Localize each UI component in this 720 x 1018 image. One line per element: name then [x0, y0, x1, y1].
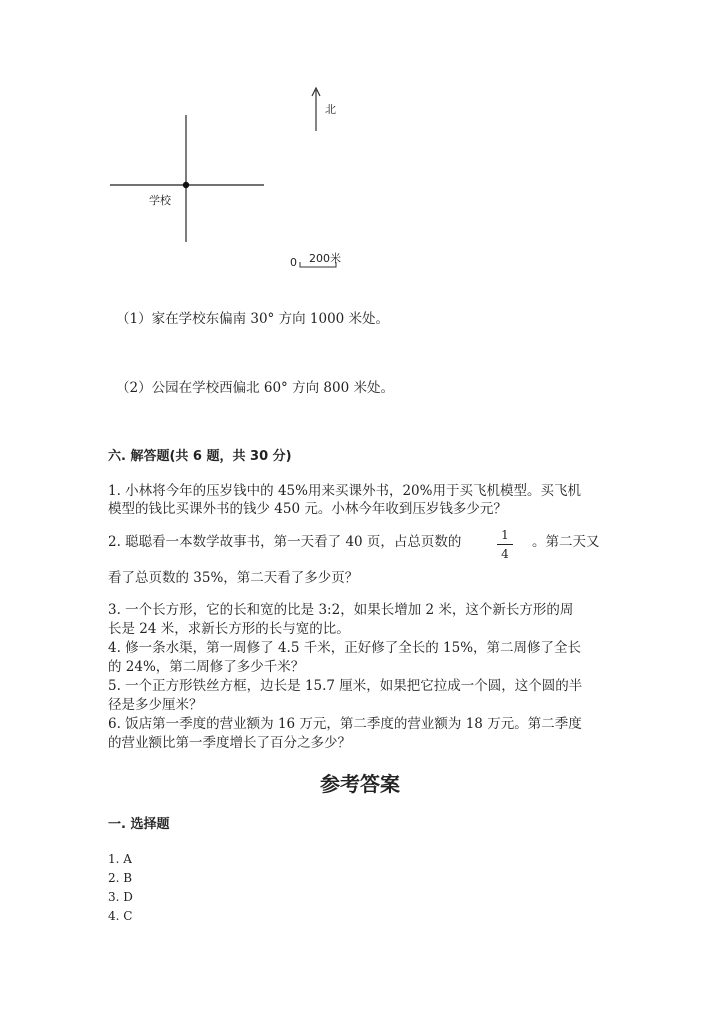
fraction-one-quarter	[497, 528, 513, 561]
question-1-line-2: 模型的钱比买课外书的钱少 450 元。小林今年收到压岁钱多少元？	[108, 501, 507, 517]
map-item-1: （1）家在学校东偏南 30° 方向 1000 米处。	[116, 311, 390, 327]
answer-key-title: 参考答案	[320, 772, 400, 796]
question-6-line-1: 6. 饭店第一季度的营业额为 16 万元，第二季度的营业额为 18 万元。第二季度	[108, 716, 582, 732]
map-item-2: （2）公园在学校西偏北 60° 方向 800 米处。	[116, 380, 394, 396]
answer-item-3: 3. D	[108, 890, 133, 904]
fraction-denominator: 4	[501, 547, 509, 561]
scale-distance-label: 200米	[309, 252, 341, 265]
section-heading-6: 六. 解答题(共 6 题，共 30 分)	[108, 449, 292, 464]
north-label: 北	[325, 103, 336, 116]
question-4-line-1: 4. 修一条水渠，第一周修了 4.5 千米，正好修了全长的 15%，第二周修了全长	[108, 640, 582, 656]
school-point	[183, 182, 189, 188]
question-2-line-1: 2. 聪聪看一本数学故事书，第一天看了 40 页，占总页数的	[108, 534, 462, 550]
answer-item-2: 2. B	[108, 871, 133, 885]
fraction-bar	[497, 544, 513, 545]
question-4-line-2: 的 24%，第二周修了多少千米？	[108, 659, 305, 675]
answer-item-1: 1. A	[108, 852, 132, 866]
question-2-line-1-end: 。第二天又	[532, 534, 600, 550]
question-1-line-1: 1. 小林将今年的压岁钱中的 45%用来买课外书，20%用于买飞机模型。买飞机	[108, 483, 581, 499]
question-5-line-2: 径是多少厘米？	[108, 697, 203, 713]
scale-zero-label: 0	[290, 256, 297, 269]
answer-section-heading: 一. 选择题	[108, 817, 170, 832]
question-6-line-2: 的营业额比第一季度增长了百分之多少？	[108, 735, 351, 751]
question-5-line-1: 5. 一个正方形铁丝方框，边长是 15.7 厘米，如果把它拉成一个圆，这个圆的半	[108, 678, 583, 694]
fraction-numerator: 1	[501, 528, 509, 542]
school-label: 学校	[149, 194, 171, 207]
question-3-line-1: 3. 一个长方形，它的长和宽的比是 3:2，如果长增加 2 米，这个新长方形的周	[108, 602, 574, 618]
direction-map-diagram	[0, 0, 720, 300]
question-3-line-2: 长是 24 米，求新长方形的长与宽的比。	[108, 621, 350, 637]
question-2-line-2: 看了总页数的 35%，第二天看了多少页？	[108, 570, 359, 586]
answer-item-4: 4. C	[108, 909, 133, 923]
